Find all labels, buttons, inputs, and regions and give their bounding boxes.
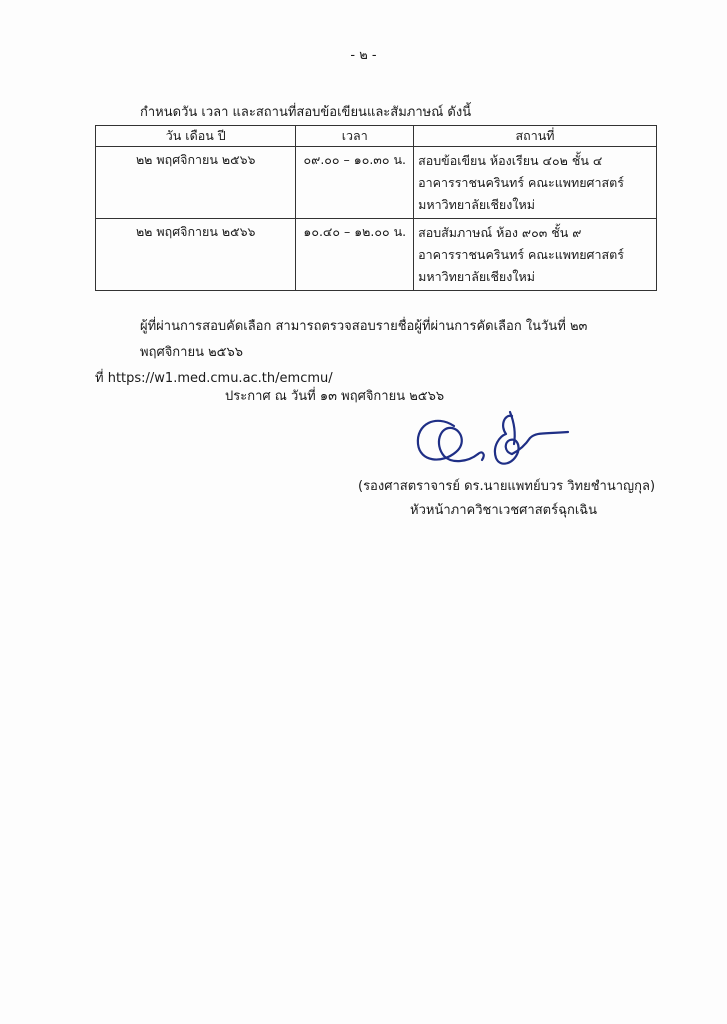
announcement-date: ประกาศ ณ วันที่ ๑๓ พฤศจิกายน ๒๕๖๖ [225,389,445,404]
place-line: สอบข้อเขียน ห้องเรียน ๔๐๒ ชั้น ๔ [418,153,603,168]
results-notice [95,314,655,392]
row-time: ๑๐.๔๐ – ๑๒.๐๐ น. [296,219,414,291]
place-line: สอบสัมภาษณ์ ห้อง ๙๐๓ ชั้น ๙ [418,225,582,240]
notice-line-1: ผู้ที่ผ่านการสอบคัดเลือก สามารถตรวจสอบรายชื่อผู้ที่ผ่านการคัดเลือก ในวันที่ ๒๓ พฤศจิกายน ๒๕๖๖ [140,319,588,360]
schedule-intro: กำหนดวัน เวลา และสถานที่สอบข้อเขียนและสัมภาษณ์ ดังนี้ [140,105,472,120]
table-row [96,219,657,291]
row-date: ๒๒ พฤศจิกายน ๒๕๖๖ [96,147,296,219]
row-date: ๒๒ พฤศจิกายน ๒๕๖๖ [96,219,296,291]
signer-title: หัวหน้าภาควิชาเวชศาสตร์ฉุกเฉิน [410,503,598,518]
page-number: - ๒ - [350,48,377,63]
place-line: อาคารราชนครินทร์ คณะแพทยศาสตร์ [418,247,624,262]
row-time: ๐๙.๐๐ – ๑๐.๓๐ น. [296,147,414,219]
header-time: เวลา [296,126,414,147]
row-place [414,147,657,219]
table-header-row [96,126,657,147]
handwritten-signature [408,404,578,476]
row-place [414,219,657,291]
schedule-table [95,125,657,291]
header-date: วัน เดือน ปี [96,126,296,147]
place-line: มหาวิทยาลัยเชียงใหม่ [418,197,535,212]
signer-name: (รองศาสตราจารย์ ดร.นายแพทย์บวร วิทยชำนาญกุล) [358,479,656,494]
header-place: สถานที่ [414,126,657,147]
place-line: อาคารราชนครินทร์ คณะแพทยศาสตร์ [418,175,624,190]
table-row [96,147,657,219]
notice-line-2: ที่ https://w1.med.cmu.ac.th/emcmu/ [95,371,333,386]
place-line: มหาวิทยาลัยเชียงใหม่ [418,269,535,284]
